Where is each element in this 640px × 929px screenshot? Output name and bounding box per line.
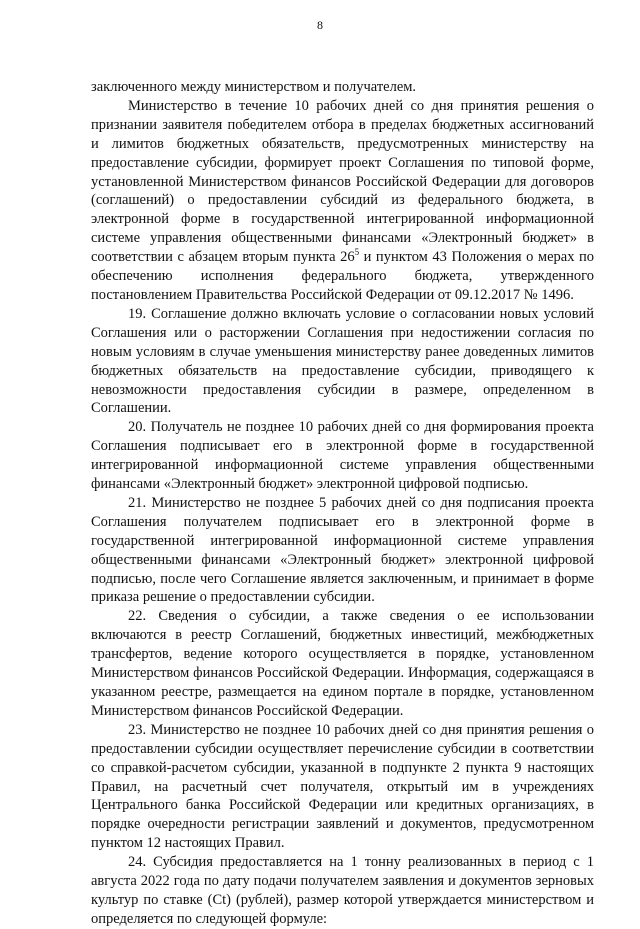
- document-body: [91, 78, 594, 929]
- paragraph-21: 21. Министерство не позднее 5 рабочих дней со дня подписания проекта Соглашения получателем подписывает его в электронной форме в государственной интегрированной информационной системе управления общественными финансами «Электронный бюджет» электронной цифровой подписью, после чего Соглашение является заключенным, и принимает в форме приказа решение о предоставлении субсидии.: [91, 494, 594, 606]
- paragraph-text-tail: и пунктом 43 Положения о мерах по обеспечению исполнения федерального бюджета, утвержденного постановлением Правительства Российской Федерации от 09.12.2017 № 1496.: [91, 249, 594, 303]
- paragraph-19: 19. Соглашение должно включать условие о согласовании новых условий Соглашения или о расторжении Соглашения при недостижении согласия по новым условиям в случае уменьшения министерству ранее доведенных лимитов бюджетных обязательств на предоставление субсидии, приводящего к невозможности предоставления субсидии в размере, определенном в Соглашении.: [91, 305, 594, 417]
- paragraph-22: 22. Сведения о субсидии, а также сведения о ее использовании включаются в реестр Соглашений, бюджетных инвестиций, межбюджетных трансфертов, ведение которого осуществляется в порядке, установленном Министерством финансов Российской Федерации. Информация, содержащаяся в указанном реестре, размещается на едином портале в порядке, установленном Министерством финансов Российской Федерации.: [91, 608, 594, 719]
- page-number: 8: [317, 18, 323, 32]
- paragraph-23: 23. Министерство не позднее 10 рабочих дней со дня принятия решения о предоставлении субсидии осуществляет перечисление субсидии в соответствии со справкой-расчетом субсидии, указанной в подпункте 2 пункта 9 настоящих Правил, на расчетный счет получателя, открытый им в учреждениях Центрального банка Российской Федерации или кредитных организациях, в порядке очередности регистрации заявлений и документов, предусмотренном пунктом 12 настоящих Правил.: [91, 721, 594, 852]
- paragraph-20: 20. Получатель не позднее 10 рабочих дней со дня формирования проекта Соглашения подписывает его в электронной форме в государственной интегрированной информационной системе управления общественными финансами «Электронный бюджет» электронной цифровой подписью.: [91, 419, 594, 493]
- paragraph-continuation: заключенного между министерством и получателем.: [91, 79, 417, 95]
- footnote-superscript: 5: [354, 247, 360, 258]
- paragraph-24: 24. Субсидия предоставляется на 1 тонну реализованных в период с 1 августа 2022 года по дату подачи получателем заявления и документов зерновых культур по ставке (Ct) (рублей), размер которой утверждается министерством и определяется по следующей формуле:: [91, 854, 594, 927]
- paragraph-ministry-forms-agreement: [91, 97, 594, 305]
- paragraph-text: Министерство в течение 10 рабочих дней со дня принятия решения о признании заявителя победителем отбора в пределах бюджетных ассигнований и лимитов бюджетных обязательств, предусмотренных министерству на предоставление субсидии, формирует проект Соглашения по типовой форме, установленной Министерством финансов Российской Федерации для договоров (соглашений) о предоставлении субсидий из федерального бюджета, в электронной форме в государственной интегрированной информационной системе управления общественными финансами «Электронный бюджет» в соответствии с абзацем вторым пункта 26: [91, 97, 594, 266]
